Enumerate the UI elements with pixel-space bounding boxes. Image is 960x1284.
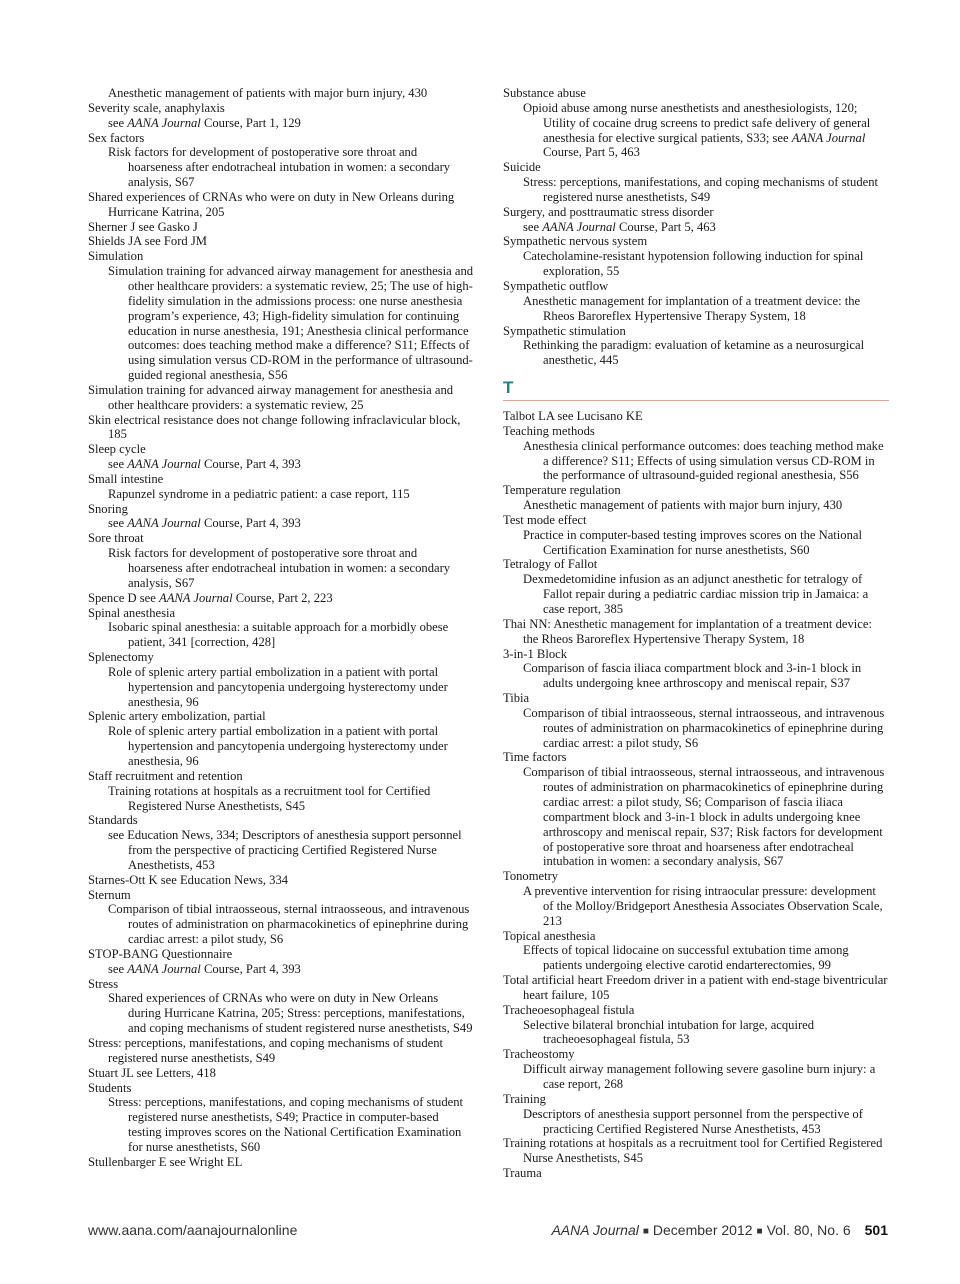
index-entry: Training rotations at hospitals as a recruitment tool for Certified Registered Nurse Anesthetists, S45 bbox=[503, 1136, 883, 1166]
index-entry: Substance abuse bbox=[503, 86, 586, 100]
index-entry: Tetralogy of Fallot bbox=[503, 557, 598, 572]
index-subentry: Isobaric spinal anesthesia: a suitable approach for a morbidly obese patient, 341 [correction, 428] bbox=[108, 620, 449, 650]
index-subentry: Dexmedetomidine infusion as an adjunct anesthetic for tetralogy of Fallot repair during a pediatric cardiac mission trip in Jamaica: a case report, 385 bbox=[523, 572, 869, 616]
index-subentry: see AANA Journal Course, Part 4, 393 bbox=[108, 961, 301, 976]
index-entry: Training bbox=[503, 1091, 546, 1106]
index-entry: Spinal anesthesia bbox=[88, 605, 176, 620]
page-footer bbox=[88, 1222, 888, 1242]
t-entries bbox=[503, 409, 889, 1181]
journal-citation bbox=[551, 1222, 888, 1238]
index-entry: Stullenbarger E see Wright EL bbox=[88, 1154, 243, 1169]
index-entry: Time factors bbox=[503, 750, 567, 765]
index-entry: Splenectomy bbox=[88, 650, 154, 665]
index-subentry: Comparison of tibial intraosseous, sternal intraosseous, and intravenous routes of administration on pharmacokinetics of epinephrine during cardiac arrest: a pilot study, S6 bbox=[108, 902, 470, 947]
index-subentry: Descriptors of anesthesia support personnel from the perspective of practicing Certified Registered Nurse Anesthetists, 453 bbox=[523, 1106, 863, 1136]
index-entry: Sympathetic nervous system bbox=[503, 234, 648, 249]
index-subentry: Role of splenic artery partial embolization in a patient with portal hypertension and pancytopenia undergoing hysterectomy under anesthesia, 96 bbox=[108, 724, 448, 768]
index-entry: Teaching methods bbox=[503, 423, 595, 438]
index-subentry: Catecholamine-resistant hypotension following induction for spinal exploration, 55 bbox=[523, 249, 864, 279]
index-subentry: Role of splenic artery partial embolization in a patient with portal hypertension and pancytopenia undergoing hysterectomy under anesthesia, 96 bbox=[108, 664, 448, 709]
index-subentry: Selective bilateral bronchial intubation for large, acquired tracheoesophageal fistula, 53 bbox=[523, 1017, 815, 1047]
index-entry: STOP-BANG Questionnaire bbox=[88, 946, 233, 961]
index-subentry: Risk factors for development of postoperative sore throat and hoarseness after endotracheal intubation in women: a secondary analysis, S67 bbox=[108, 145, 451, 190]
index-entry: Small intestine bbox=[88, 471, 164, 486]
index-entry: Severity scale, anaphylaxis bbox=[88, 100, 225, 115]
index-entry: Tracheoesophageal fistula bbox=[503, 1002, 635, 1017]
index-entry: Stuart JL see Letters, 418 bbox=[88, 1065, 216, 1080]
index-entry: Topical anesthesia bbox=[503, 928, 596, 943]
index-entry: Sympathetic outflow bbox=[503, 278, 609, 293]
index-entry: Tracheostomy bbox=[503, 1047, 575, 1062]
index-subentry: Anesthesia clinical performance outcomes: does teaching method make a difference? S11; Effects of using simulation versus CD-ROM in the performance of ultrasound-guided regional anesthesia, S56 bbox=[523, 438, 884, 483]
section-letter-t: T bbox=[503, 378, 889, 401]
index-subentry: Difficult airway management following severe gasoline burn injury: a case report, 268 bbox=[523, 1062, 876, 1091]
index-subentry: Anesthetic management of patients with major burn injury, 430 bbox=[108, 86, 428, 100]
index-entry: Starnes-Ott K see Education News, 334 bbox=[88, 872, 289, 887]
index-entry: Stress: perceptions, manifestations, and coping mechanisms of student registered nurse anesthetists, S49 bbox=[88, 1036, 444, 1065]
index-subentry: Comparison of tibial intraosseous, sternal intraosseous, and intravenous routes of administration on pharmacokinetics of epinephrine during cardiac arrest: a pilot study, S6 bbox=[523, 705, 885, 750]
index-entry: Trauma bbox=[503, 1166, 542, 1181]
index-subentry: Rethinking the paradigm: evaluation of ketamine as a neurosurgical anesthetic, 445 bbox=[523, 338, 865, 368]
index-entry: Simulation training for advanced airway management for anesthesia and other healthcare providers: a systematic review, 25 bbox=[88, 382, 454, 412]
index-entry: Sex factors bbox=[88, 130, 145, 145]
index-subentry: Opioid abuse among nurse anesthetists and anesthesiologists, 120; Utility of cocaine drug screens to predict safe delivery of general anesthesia for elective surgical patients, S33; see AANA Journal Course, Part 5, 463 bbox=[523, 100, 871, 160]
index-entry: Temperature regulation bbox=[503, 483, 621, 498]
index-entry: Tonometry bbox=[503, 869, 559, 884]
index-entry: Suicide bbox=[503, 160, 541, 175]
index-subentry: Stress: perceptions, manifestations, and coping mechanisms of student registered nurse anesthetists, S49; Practice in computer-based testing improves scores on the National Certification Examination for nurse anesthetists, S60 bbox=[108, 1095, 464, 1154]
index-subentry: Risk factors for development of postoperative sore throat and hoarseness after endotracheal intubation in women: a secondary analysis, S67 bbox=[108, 546, 451, 590]
index-entry: Sympathetic stimulation bbox=[503, 323, 626, 338]
index-subentry: Anesthetic management of patients with major burn injury, 430 bbox=[523, 498, 843, 513]
page-number: 501 bbox=[864, 1222, 888, 1238]
index-entry: Talbot LA see Lucisano KE bbox=[503, 409, 643, 424]
index-entry: 3-in-1 Block bbox=[503, 646, 568, 661]
journal-url[interactable]: www.aana.com/aanajournalonline bbox=[88, 1222, 298, 1238]
separator-icon: ■ bbox=[756, 1226, 763, 1237]
index-entry: Total artificial heart Freedom driver in a patient with end-stage biventricular heart failure, 105 bbox=[503, 973, 888, 1002]
issue-date: December 2012 bbox=[652, 1222, 753, 1238]
separator-icon: ■ bbox=[642, 1226, 649, 1237]
index-entry: Shared experiences of CRNAs who were on duty in New Orleans during Hurricane Katrina, 205 bbox=[88, 189, 455, 219]
index-entry: Skin electrical resistance does not change following infraclavicular block, 185 bbox=[88, 412, 461, 442]
index-entry: Surgery, and posttraumatic stress disorder bbox=[503, 204, 714, 219]
index-entry: Simulation bbox=[88, 249, 144, 264]
index-entry: Sleep cycle bbox=[88, 442, 146, 457]
index-subentry: see Education News, 334; Descriptors of anesthesia support personnel from the perspective of practicing Certified Registered Nurse Anesthetists, 453 bbox=[108, 828, 462, 872]
s-entries bbox=[503, 86, 889, 368]
journal-name: AANA Journal bbox=[551, 1222, 639, 1238]
index-entry: Sherner J see Gasko J bbox=[88, 219, 198, 234]
right-index-column bbox=[503, 86, 889, 1181]
index-entry: Test mode effect bbox=[503, 512, 587, 527]
index-entry: Sternum bbox=[88, 887, 131, 902]
left-index-column bbox=[88, 86, 474, 1170]
index-entry: Thai NN: Anesthetic management for implantation of a treatment device: the Rheos Baroreflex Hypertensive Therapy System, 18 bbox=[503, 616, 872, 646]
index-subentry: Rapunzel syndrome in a pediatric patient: a case report, 115 bbox=[108, 486, 410, 501]
index-subentry: see AANA Journal Course, Part 1, 129 bbox=[108, 115, 301, 130]
index-subentry: Simulation training for advanced airway management for anesthesia and other healthcare providers: a systematic review, 25; The use of high-fidelity simulation in the admissions process: one nurse anesthesia program’s experience, 43; High-fidelity simulation for continuing education in nurse anesthesia, 191; Anesthesia clinical performance outcomes: does teaching method make a difference? S11; Effects of using simulation versus CD-ROM in the performance of ultrasound-guided regional anesthesia, S56 bbox=[108, 264, 474, 383]
index-subentry: Anesthetic management for implantation of a treatment device: the Rheos Baroreflex Hypertensive Therapy System, 18 bbox=[523, 293, 861, 323]
index-subentry: Stress: perceptions, manifestations, and coping mechanisms of student registered nurse anesthetists, S49 bbox=[523, 175, 879, 204]
index-subentry: see AANA Journal Course, Part 4, 393 bbox=[108, 457, 301, 472]
index-entry: Snoring bbox=[88, 501, 128, 516]
index-entry: Stress bbox=[88, 976, 119, 991]
volume-issue: Vol. 80, No. 6 bbox=[766, 1222, 851, 1238]
index-subentry: Comparison of fascia iliaca compartment block and 3-in-1 block in adults undergoing knee arthroscopy and meniscal repair, S37 bbox=[523, 661, 862, 691]
index-entry: Staff recruitment and retention bbox=[88, 768, 243, 783]
index-subentry: Practice in computer-based testing improves scores on the National Certification Examination for nurse anesthetists, S60 bbox=[523, 527, 862, 557]
index-entry: Shields JA see Ford JM bbox=[88, 234, 207, 249]
index-entry: Tibia bbox=[503, 691, 530, 706]
index-subentry: A preventive intervention for rising intraocular pressure: development of the Molloy/Bridgeport Anesthesia Associates Observation Scale, 213 bbox=[523, 884, 883, 928]
index-subentry: Effects of topical lidocaine on successful extubation time among patients undergoing elective carotid endarterectomies, 99 bbox=[523, 943, 849, 973]
index-subentry: Shared experiences of CRNAs who were on duty in New Orleans during Hurricane Katrina, 205; Stress: perceptions, manifestations, and coping mechanisms of student registered nurse anesthetists, S49 bbox=[108, 991, 473, 1036]
index-subentry: see AANA Journal Course, Part 4, 393 bbox=[108, 516, 301, 531]
index-subentry: Training rotations at hospitals as a recruitment tool for Certified Registered Nurse Anesthetists, S45 bbox=[108, 783, 431, 813]
index-entry: Splenic artery embolization, partial bbox=[88, 709, 266, 724]
index-entry: Standards bbox=[88, 813, 138, 828]
index-entry: Sore throat bbox=[88, 531, 144, 546]
index-subentry: see AANA Journal Course, Part 5, 463 bbox=[523, 219, 716, 234]
index-subentry: Comparison of tibial intraosseous, sternal intraosseous, and intravenous routes of administration on pharmacokinetics of epinephrine during cardiac arrest: a pilot study, S6; Comparison of fascia iliaca compartment block and 3-in-1 block in adults undergoing knee arthroscopy and meniscal repair, S37; Risk factors for development of postoperative sore throat and hoarseness after endotracheal intubation in women: a secondary analysis, S67 bbox=[523, 765, 885, 869]
index-entry: Students bbox=[88, 1080, 132, 1095]
index-entry: Spence D see AANA Journal Course, Part 2, 223 bbox=[88, 590, 333, 605]
